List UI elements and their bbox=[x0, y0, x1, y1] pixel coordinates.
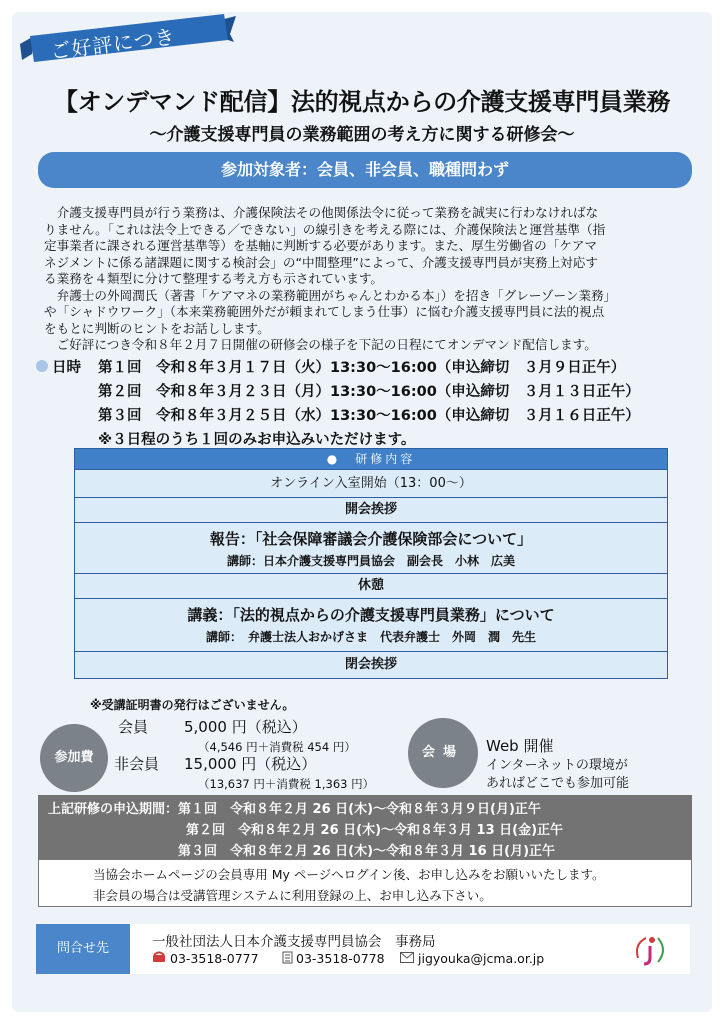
ribbon-text: ご好評につき bbox=[49, 24, 177, 64]
certificate-note: ※受講証明書の発行はございません。 bbox=[90, 698, 295, 712]
contact-email[interactable]: jigyouka@jcma.or.jp bbox=[418, 951, 545, 966]
target-audience-bar: 参加対象者：会員、非会員、職種問わず bbox=[38, 152, 692, 188]
application-period bbox=[38, 795, 692, 859]
ribbon-badge bbox=[20, 14, 238, 66]
schedule-row: 第３回 令和８年３月２５日（水）13:30～16:00（申込締切 ３月１６日正午） bbox=[98, 408, 640, 424]
period-row: 第３回 令和８年２月 26 日(木)～令和８年３月 16 日(月)正午 bbox=[178, 844, 556, 859]
period-row: 第２回 令和８年２月 26 日(木)～令和８年３月 13 日(金)正午 bbox=[186, 823, 564, 838]
report-title: 報告：「社会保障審議会介護保険部会について」 bbox=[209, 530, 533, 548]
page-title: 【オンデマンド配信】法的視点からの介護支援専門員業務 bbox=[53, 88, 671, 116]
contact-organization: 一般社団法人日本介護支援専門員協会 事務局 bbox=[152, 934, 436, 950]
page-subtitle: ～介護支援専門員の業務範囲の考え方に関する研修会～ bbox=[149, 125, 575, 145]
period-label: 上記研修の申込期間： bbox=[48, 802, 179, 817]
phone-icon bbox=[152, 951, 166, 966]
contact-info bbox=[130, 924, 690, 974]
apply-line: 当協会ホームページの会員専用 My ページへログイン後、お申し込みをお願いいたします。 bbox=[93, 867, 605, 882]
program-report bbox=[75, 522, 667, 573]
venue-title: Web 開催 bbox=[486, 737, 554, 755]
program-closing: 閉会挨拶 bbox=[75, 651, 667, 678]
fax-icon bbox=[282, 951, 293, 967]
lecture-title: 講義：「法的視点からの介護支援専門員業務」について bbox=[187, 606, 555, 624]
program-opening: 開会挨拶 bbox=[75, 497, 667, 522]
venue-badge: 会場 bbox=[408, 718, 478, 788]
venue-line: あればどこでも参加可能 bbox=[486, 776, 630, 791]
nonmember-label: 非会員 bbox=[114, 755, 160, 773]
program-break: 休憩 bbox=[75, 573, 667, 598]
period-row: 第１回 令和８年２月 26 日(木)～令和８年３月９日(月)正午 bbox=[178, 802, 541, 817]
jcma-logo-icon bbox=[628, 928, 672, 972]
venue-line: インターネットの環境が bbox=[486, 758, 628, 773]
program-online-start: オンライン入室開始（13：00～） bbox=[75, 469, 667, 497]
fee-badge: 参加費 bbox=[40, 724, 108, 792]
bullet-icon bbox=[36, 360, 48, 372]
schedule-row: 第２回 令和８年３月２３日（月）13:30～16:00（申込締切 ３月１３日正午） bbox=[98, 384, 640, 400]
intro-paragraph: 介護支援専門員が行う業務は、介護保険法その他関係法令に従って業務を誠実に行わなければな りません。「これは法令上できる／できない」の線引きを考える際には、介護保険法と運営基準（指 定事業者に課される運営基準等）を基軸に判断する必要があります。また、厚生労働省の「ケアマ ネジメントに係る諸課題に関する検討会」の“中間整理”によって、介護支援専門員が実務上対応す る業務を４類型に分けて整理する考え方も示されています。 bbox=[44, 205, 606, 286]
member-label: 会員 bbox=[118, 718, 149, 736]
lecture-speaker: 講師： 弁護士法人おかげさま 代表弁護士 外岡 潤 先生 bbox=[205, 630, 536, 644]
contact-phone[interactable]: 03-3518-0777 bbox=[170, 951, 259, 966]
program-header: ● 研修内容 bbox=[75, 449, 667, 469]
intro-text bbox=[44, 205, 694, 354]
member-price: 5,000 円（税込） bbox=[184, 718, 307, 736]
report-speaker: 講師：日本介護支援専門員協会 副会長 小林 広美 bbox=[226, 554, 515, 568]
intro-paragraph: ご好評につき令和８年２月７日開催の研修会の様子を下記の日程にてオンデマンド配信します。 bbox=[56, 337, 597, 352]
program-lecture bbox=[75, 598, 667, 651]
program-table bbox=[74, 448, 668, 679]
schedule-row: 第１回 令和８年３月１７日（火）13:30～16:00（申込締切 ３月９日正午） bbox=[98, 360, 626, 376]
contact-fax: 03-3518-0778 bbox=[296, 951, 385, 966]
nonmember-price: 15,000 円（税込） bbox=[184, 755, 317, 773]
contact-label: 問合せ先 bbox=[36, 924, 130, 974]
application-instructions bbox=[38, 859, 692, 907]
member-price-detail: （4,546 円＋消費税 454 円） bbox=[198, 740, 356, 754]
mail-icon bbox=[400, 951, 414, 966]
intro-paragraph: 弁護士の外岡潤氏（著書「ケアマネの業務範囲がちゃんとわかる本」）を招き「グレーゾーン業務」 や「シャドウワーク」（本来業務範囲外だが頼まれてしまう仕事）に悩む介護支援専門員に法的視点 をもとに判断のヒントをお話しします。 bbox=[44, 287, 617, 336]
apply-line: 非会員の場合は受講管理システムに利用登録の上、お申し込み下さい。 bbox=[93, 888, 492, 903]
schedule-note: ※３日程のうち１回のみお申込みいただけます。 bbox=[98, 432, 416, 448]
nonmember-price-detail: （13,637 円＋消費税 1,363 円） bbox=[198, 777, 375, 791]
schedule-label: 日時 bbox=[52, 360, 81, 376]
